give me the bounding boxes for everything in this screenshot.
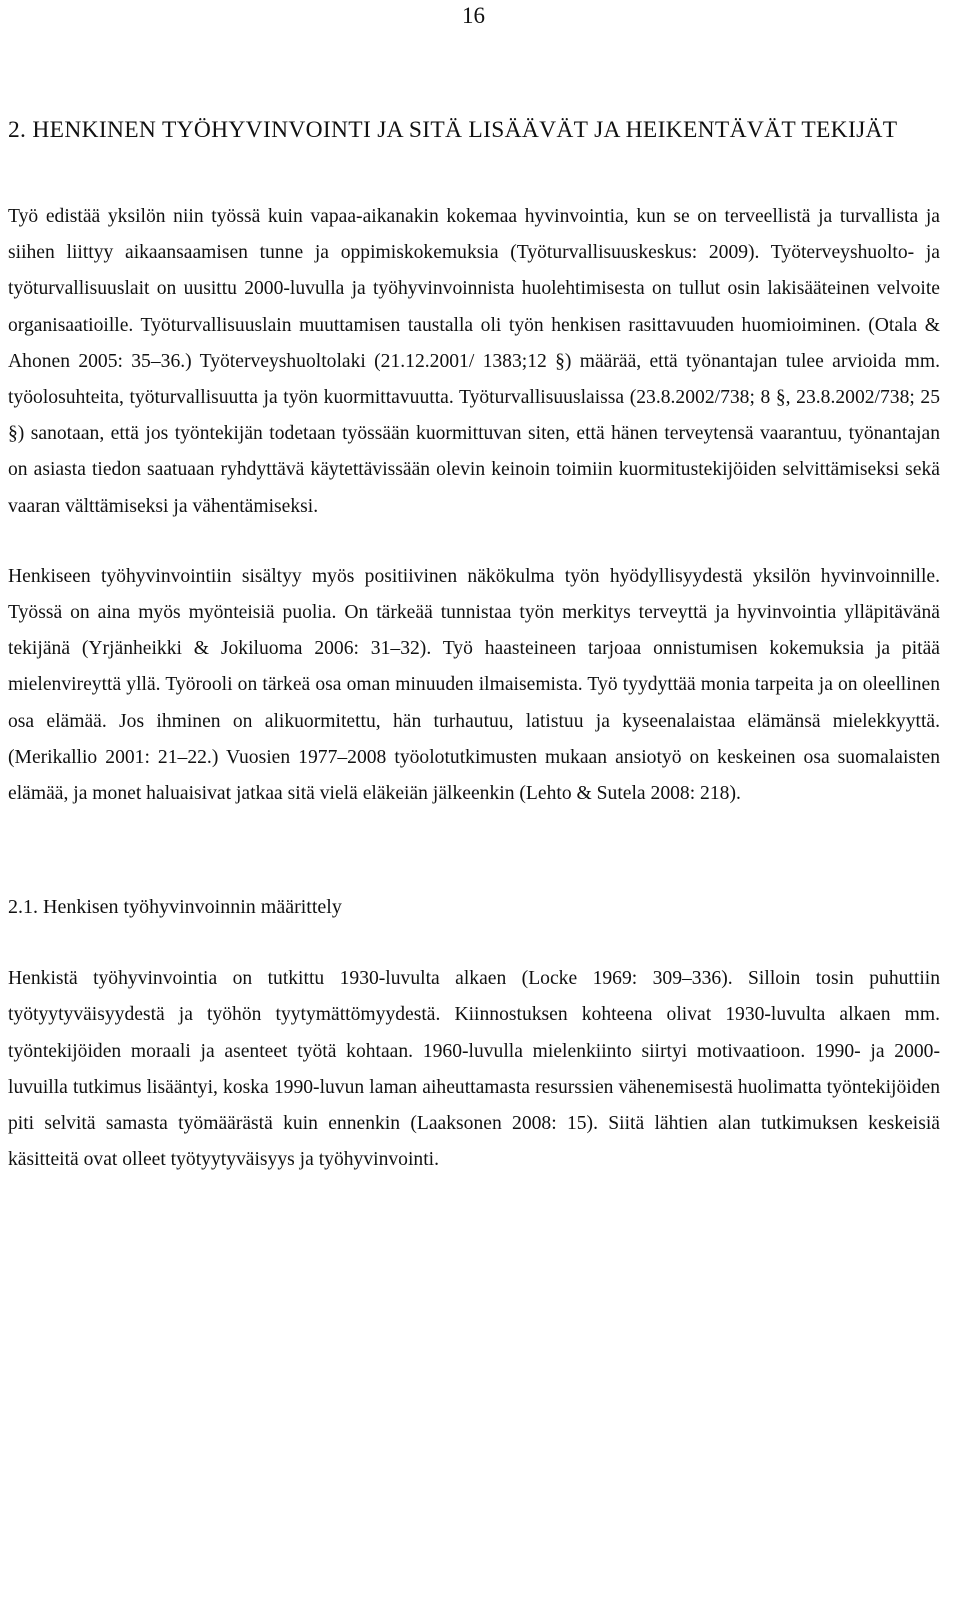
section-heading: 2.1. Henkisen työhyvinvoinnin määrittely xyxy=(8,896,342,919)
document-body xyxy=(8,110,940,1178)
body-paragraph: Työ edistää yksilön niin työssä kuin vapaa-aikanakin kokemaa hyvinvointia, kun se on terveellistä ja turvallista ja siihen liittyy aikaansaamisen tunne ja oppimiskokemuksia (Työturvallisuuskeskus: 2009). Työterveyshuolto- ja työturvallisuuslait on uusittu 2000-luvulla ja työhyvinvoinnista huolehtimisesta on tullut osin lakisääteinen velvoite organisaatioille. Työturvallisuuslain muuttamisen taustalla oli työn henkisen rasittavuuden huomioiminen. (Otala & Ahonen 2005: 35–36.) Työterveyshuoltolaki (21.12.2001/ 1383;12 §) määrää, että työnantajan tulee arvioida mm. työolosuhteita, työturvallisuutta ja työn kuormittavuutta. Työturvallisuuslaissa (23.8.2002/738; 8 §, 23.8.2002/738; 25 §) sanotaan, että jos työntekijän todetaan työssään kuormittuvan siten, että hänen terveytensä vaarantuu, työnantajan on asiasta tiedon saatuaan ryhdyttävä käytettävissään olevin keinoin toimiin kuormitustekijöiden selvittämiseksi sekä vaaran välttämiseksi ja vähentämiseksi. xyxy=(8,206,940,517)
body-paragraph: Henkiseen työhyvinvointiin sisältyy myös positiivinen näkökulma työn hyödyllisyydestä yksilön hyvinvoinnille. Työssä on aina myös myönteisiä puolia. On tärkeää tunnistaa työn merkitys terveyttä ja hyvinvointia ylläpitävänä tekijänä (Yrjänheikki & Jokiluoma 2006: 31–32). Työ haasteineen tarjoaa onnistumisen kokemuksia ja pitää mielenvireyttä yllä. Työrooli on tärkeä osa oman minuuden ilmaisemista. Työ tyydyttää monia tarpeita ja on oleellinen osa elämää. Jos ihminen on alikuormitettu, hän turhautuu, latistuu ja kyseenalaistaa elämänsä mielekkyyttä. (Merikallio 2001: 21–22.) Vuosien 1977–2008 työolotutkimusten mukaan ansiotyö on keskeinen osa suomalaisten elämää, ja monet haluaisivat jatkaa sitä vielä eläkeiän jälkeenkin (Lehto & Sutela 2008: 218). xyxy=(8,565,940,805)
chapter-heading: 2. HENKINEN TYÖHYVINVOINTI JA SITÄ LISÄÄVÄT JA HEIKENTÄVÄT TEKIJÄT xyxy=(8,117,898,143)
page-number: 16 xyxy=(462,3,485,28)
body-paragraph: Henkistä työhyvinvointia on tutkittu 1930-luvulta alkaen (Locke 1969: 309–336). Silloin tosin puhuttiin työtyytyväisyydestä ja työhön tyytymättömyydestä. Kiinnostuksen kohteena olivat 1930-luvulta alkaen mm. työntekijöiden moraali ja asenteet työtä kohtaan. 1960-luvulla mielenkiinto siirtyi motivaatioon. 1990- ja 2000-luvuilla tutkimus lisääntyi, koska 1990-luvun laman aiheuttamasta resurssien vähenemisestä huolimatta työntekijöiden piti selvitä samasta työmäärästä kuin ennenkin (Laaksonen 2008: 15). Siitä lähtien alan tutkimuksen keskeisiä käsitteitä ovat olleet työtyytyväisyys ja työhyvinvointi. xyxy=(8,968,940,1171)
